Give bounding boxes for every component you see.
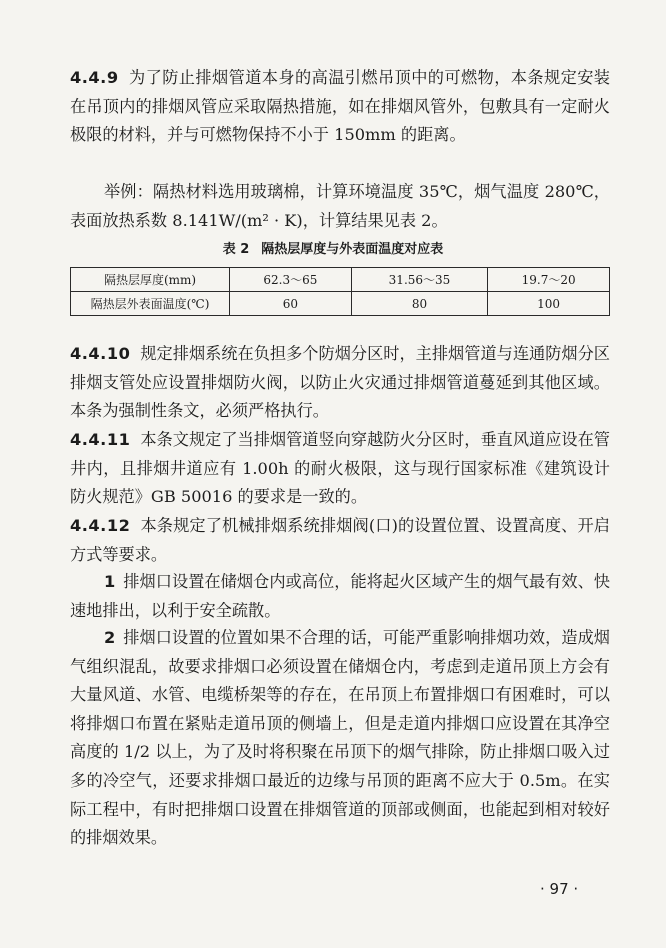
table-row (71, 292, 610, 316)
list-item-1 (70, 568, 610, 625)
item-text: 排烟口设置在储烟仓内或高位，能将起火区域产生的烟气最有效、快速地排出，以利于安全疏散。 (70, 572, 610, 620)
section-number: 4.4.12 (70, 516, 131, 535)
section-number: 4.4.11 (70, 430, 131, 449)
table-cell: 62.3～65 (230, 268, 352, 292)
section-text: 为了防止排烟管道本身的高温引燃吊顶中的可燃物，本条规定安装在吊顶内的排烟风管应采取隔热措施，如在排烟风管外，包敷具有一定耐火极限的材料，并与可燃物保持不小于 150mm 的距离。 (70, 68, 610, 145)
insulation-table (70, 267, 610, 316)
page-number: · 97 · (540, 880, 579, 898)
row-header: 隔热层外表面温度(℃) (71, 292, 230, 316)
section-number: 4.4.9 (70, 68, 119, 87)
row-header: 隔热层厚度(mm) (71, 268, 230, 292)
section-text: 本条规定了机械排烟系统排烟阀(口)的设置位置、设置高度、开启方式等要求。 (70, 516, 610, 564)
table-cell: 31.56～35 (351, 268, 487, 292)
table-label: 表 2 (222, 242, 250, 257)
item-number: 1 (104, 572, 116, 591)
table-caption (0, 238, 666, 257)
section-4-4-11 (70, 426, 610, 512)
list-item-2 (70, 624, 610, 853)
section-text: 规定排烟系统在负担多个防烟分区时，主排烟管道与连通防烟分区排烟支管处应设置排烟防火阀，以防止火灾通过排烟管道蔓延到其他区域。本条为强制性条文，必须严格执行。 (70, 344, 610, 421)
section-text: 本条文规定了当排烟管道竖向穿越防火分区时，垂直风道应设在管井内，且排烟井道应有 1.00h 的耐火极限，这与现行国家标准《建筑设计防火规范》GB 50016 的要求是一致的。 (70, 430, 610, 507)
table-cell: 60 (230, 292, 352, 316)
table-cell: 80 (351, 292, 487, 316)
item-number: 2 (104, 628, 116, 647)
table-cell: 100 (488, 292, 610, 316)
table-row (71, 268, 610, 292)
section-4-4-9 (70, 64, 610, 150)
section-4-4-12 (70, 512, 610, 569)
item-text: 排烟口设置的位置如果不合理的话，可能严重影响排烟功效，造成烟气组织混乱，故要求排烟口必须设置在储烟仓内，考虑到走道吊顶上方会有大量风道、水管、电缆桥架等的存在，在吊顶上布置排烟口有困难时，可以将排烟口布置在紧贴走道吊顶的侧墙上，但是走道内排烟口应设置在其净空高度的 1/2 以上，为了及时将积聚在吊顶下的烟气排除，防止排烟口吸入过多的冷空气，还要求排烟口最近的边缘与吊顶的距离不应大于 0.5m。在实际工程中，有时把排烟口设置在排烟管道的顶部或侧面，也能起到相对较好的排烟效果。 (70, 628, 610, 848)
table-cell: 19.7～20 (488, 268, 610, 292)
table-title: 隔热层厚度与外表面温度对应表 (261, 242, 444, 257)
section-number: 4.4.10 (70, 344, 131, 363)
example-paragraph: 举例：隔热材料选用玻璃棉，计算环境温度 35℃，烟气温度 280℃，表面放热系数 8.141W/(m² · K)，计算结果见表 2。 (70, 182, 610, 230)
section-4-4-10 (70, 340, 610, 426)
